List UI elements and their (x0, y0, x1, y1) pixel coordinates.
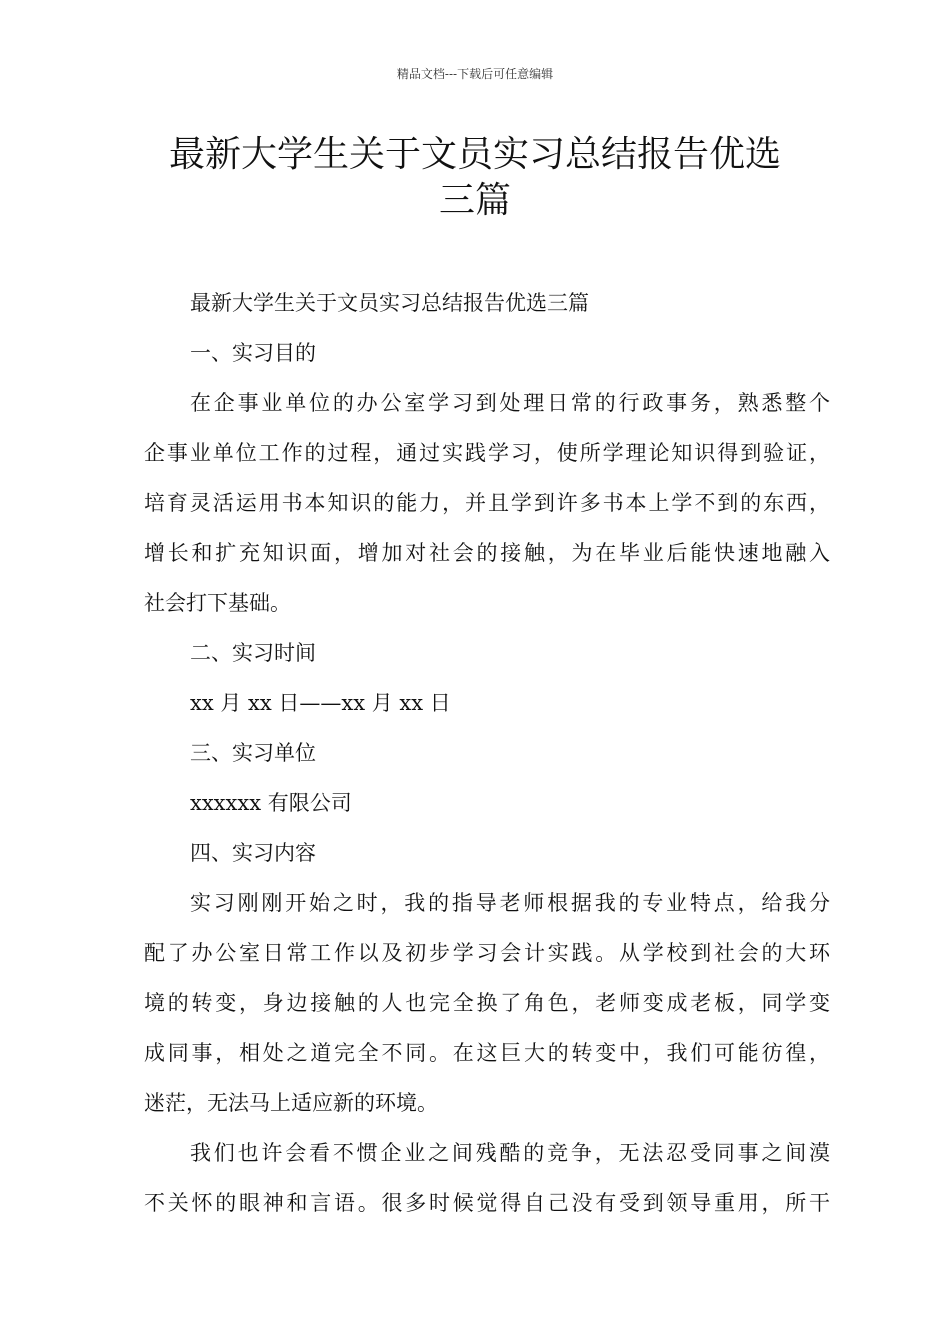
section-heading-content: 四、实习内容 (190, 841, 316, 865)
section-heading-purpose: 一、实习目的 (190, 341, 316, 365)
paragraph-line: 迷茫，无法马上适应新的环境。 (144, 1091, 438, 1115)
document-title-line-2: 三篇 (438, 180, 511, 221)
subtitle-paragraph: 最新大学生关于文员实习总结报告优选三篇 (190, 291, 589, 315)
paragraph-line: 社会打下基础。 (144, 591, 291, 615)
paragraph-content (144, 878, 830, 1128)
time-value: xx 月 xx 日——xx 月 xx 日 (190, 691, 451, 715)
paragraph-line: 在企事业单位的办公室学习到处理日常的行政事务，熟悉整个 (190, 391, 830, 415)
paragraph-line: 企事业单位工作的过程，通过实践学习，使所学理论知识得到验证， (144, 441, 830, 465)
paragraph-purpose (144, 378, 830, 628)
unit-value: xxxxxx 有限公司 (190, 791, 352, 815)
paragraph-line: 成同事，相处之道完全不同。在这巨大的转变中，我们可能彷徨， (144, 1041, 830, 1065)
section-heading-time: 二、实习时间 (190, 641, 316, 665)
paragraph-line: 配了办公室日常工作以及初步学习会计实践。从学校到社会的大环 (144, 941, 830, 965)
paragraph-line: 不关怀的眼神和言语。很多时候觉得自己没有受到领导重用，所干 (144, 1191, 830, 1215)
page-header: 精品文档---下载后可任意编辑 (396, 67, 554, 81)
paragraph-line: 我们也许会看不惯企业之间残酷的竞争，无法忍受同事之间漠 (190, 1141, 830, 1165)
document-title (120, 132, 830, 224)
document-body (144, 278, 830, 1228)
paragraph-line: 境的转变，身边接触的人也完全换了角色，老师变成老板，同学变 (144, 991, 830, 1015)
paragraph-line: 实习刚刚开始之时，我的指导老师根据我的专业特点，给我分 (190, 891, 830, 915)
paragraph-line: 增长和扩充知识面，增加对社会的接触，为在毕业后能快速地融入 (144, 541, 830, 565)
section-heading-unit: 三、实习单位 (190, 741, 316, 765)
document-title-line-1: 最新大学生关于文员实习总结报告优选 (168, 134, 781, 175)
paragraph-continuation (144, 1128, 830, 1228)
paragraph-line: 培育灵活运用书本知识的能力，并且学到许多书本上学不到的东西， (144, 491, 830, 515)
